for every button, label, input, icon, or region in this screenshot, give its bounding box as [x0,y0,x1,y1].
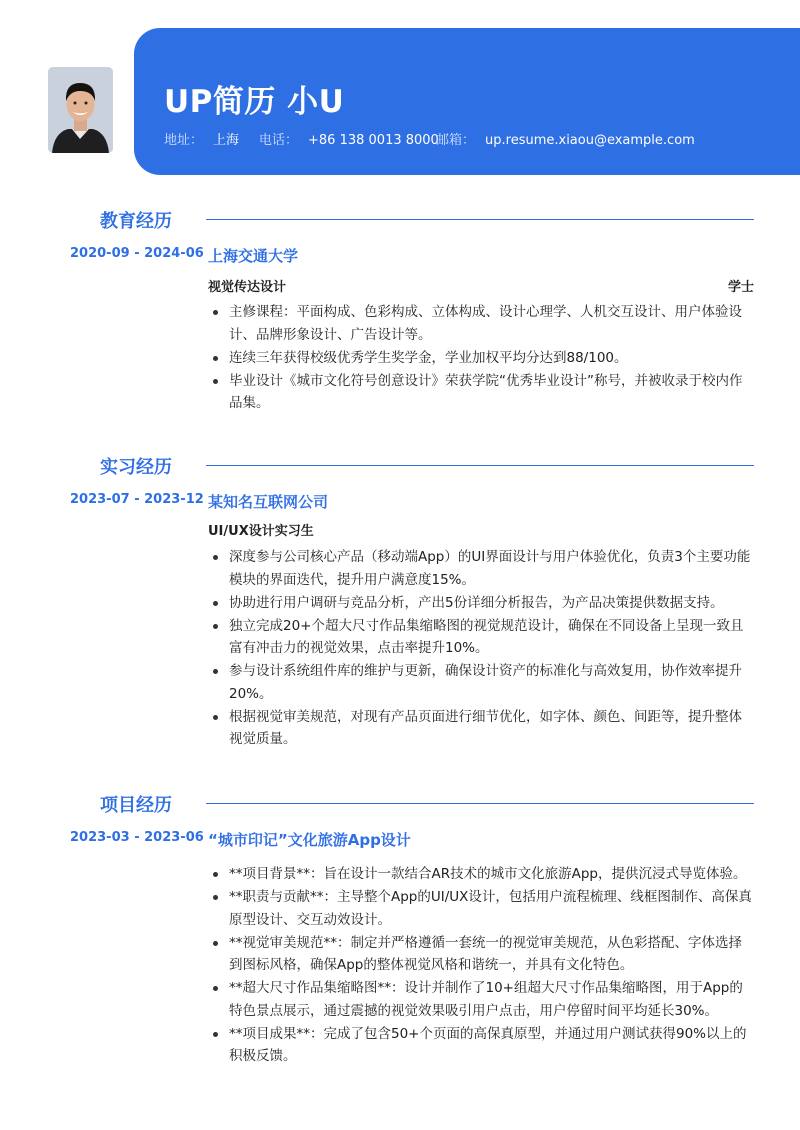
section-title-internship: 实习经历 [100,457,172,478]
internship-date: 2023-07 - 2023-12 [70,492,204,507]
avatar [48,67,113,153]
email-label: 邮箱： [436,133,476,148]
school-name: 上海交通大学 [208,247,299,265]
list-item: 深度参与公司核心产品（移动端App）的UI界面设计与用户体验优化，负责3个主要功能模块的界面迭代，提升用户满意度15%。 [208,546,754,591]
phone-value: +86 138 0013 8000 [308,133,439,148]
list-item: **视觉审美规范**：制定并严格遵循一套统一的视觉审美规范，从色彩搭配、字体选择到图标风格，确保App的整体视觉风格和谐统一，并具有文化特色。 [208,932,754,977]
contact-email [436,129,695,148]
section-title-education: 教育经历 [100,211,172,232]
address-label: 地址： [164,133,204,148]
contact-phone [259,129,439,148]
list-item: **项目背景**：旨在设计一款结合AR技术的城市文化旅游App，提供沉浸式导览体验。 [208,863,754,886]
project-name: “城市印记”文化旅游App设计 [208,831,411,849]
list-item: 参与设计系统组件库的维护与更新，确保设计资产的标准化与高效复用，协作效率提升20%。 [208,660,754,705]
section-divider [206,465,754,466]
email-value[interactable]: up.resume.xiaou@example.com [485,133,695,148]
applicant-name: UP简历 小U [164,84,345,120]
major-name: 视觉传达设计 [208,280,287,295]
avatar-photo [48,67,113,153]
project-bullets [208,863,754,1068]
contact-address [164,129,239,148]
section-title-project: 项目经历 [100,795,172,816]
phone-label: 电话： [259,133,299,148]
project-date: 2023-03 - 2023-06 [70,830,204,845]
list-item: **项目成果**：完成了包含50+个页面的高保真原型，并通过用户测试获得90%以上的积极反馈。 [208,1023,754,1068]
list-item: 主修课程：平面构成、色彩构成、立体构成、设计心理学、人机交互设计、用户体验设计、品牌形象设计、广告设计等。 [208,301,754,346]
internship-role: UI/UX设计实习生 [208,524,314,539]
degree: 学士 [727,280,754,295]
list-item: 根据视觉审美规范，对现有产品页面进行细节优化，如字体、颜色、间距等，提升整体视觉质量。 [208,706,754,751]
education-bullets [208,301,754,415]
section-divider [206,803,754,804]
list-item: **超大尺寸作品集缩略图**：设计并制作了10+组超大尺寸作品集缩略图，用于App的特色景点展示，通过震撼的视觉效果吸引用户点击，用户停留时间平均延长30%。 [208,977,754,1022]
list-item: 协助进行用户调研与竞品分析，产出5份详细分析报告，为产品决策提供数据支持。 [208,592,754,615]
address-value: 上海 [213,133,240,148]
list-item: 连续三年获得校级优秀学生奖学金，学业加权平均分达到88/100。 [208,347,754,370]
section-divider [206,219,754,220]
list-item: 毕业设计《城市文化符号创意设计》荣获学院“优秀毕业设计”称号，并被收录于校内作品集。 [208,370,754,415]
internship-bullets [208,546,754,751]
company-name: 某知名互联网公司 [208,493,329,511]
list-item: 独立完成20+个超大尺寸作品集缩略图的视觉规范设计，确保在不同设备上呈现一致且富有冲击力的视觉效果，点击率提升10%。 [208,615,754,660]
education-date: 2020-09 - 2024-06 [70,246,204,261]
list-item: **职责与贡献**：主导整个App的UI/UX设计，包括用户流程梳理、线框图制作、高保真原型设计、交互动效设计。 [208,886,754,931]
